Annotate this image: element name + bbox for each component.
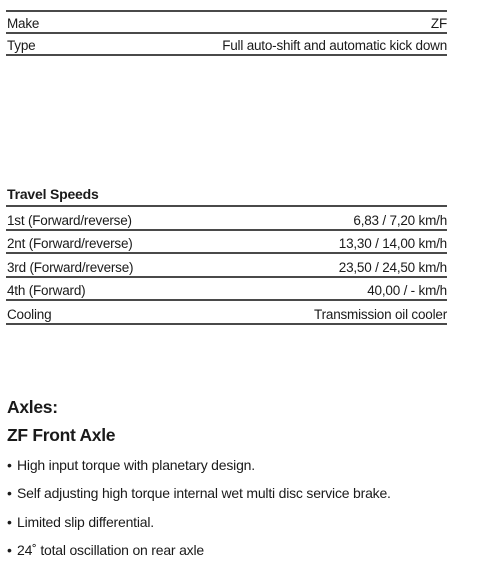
front-axle-subheading: ZF Front Axle [7, 425, 116, 445]
bullet-icon: • [7, 457, 12, 473]
spec-row-type [6, 34, 447, 56]
bullet-text: Self adjusting high torque internal wet multi disc service brake. [17, 485, 391, 502]
spec-value: 23,50 / 24,50 km/h [338, 259, 447, 275]
spec-row-cooling [6, 301, 447, 325]
list-item [7, 483, 391, 511]
spec-value: 40,00 / - km/h [367, 283, 447, 298]
spec-value: ZF [430, 16, 447, 31]
spec-label: 2nt (Forward/reverse) [7, 236, 133, 251]
spec-label: Cooling [7, 306, 52, 322]
travel-speeds-table [6, 207, 447, 325]
axle-features-list [7, 455, 391, 568]
spec-label: Make [7, 16, 40, 31]
bullet-icon: • [7, 513, 12, 530]
spec-row-4th [6, 278, 447, 302]
spec-label: 4th (Forward) [7, 283, 86, 298]
travel-speeds-heading: Travel Speeds [7, 186, 99, 202]
list-item [7, 455, 391, 483]
spec-label: 1st (Forward/reverse) [7, 212, 132, 228]
spec-value: Transmission oil cooler [314, 306, 447, 322]
spec-row-make [6, 12, 447, 34]
spec-value: 13,30 / 14,00 km/h [338, 236, 447, 251]
bullet-icon: • [7, 541, 12, 558]
spec-label: 3rd (Forward/reverse) [7, 259, 134, 275]
list-item [7, 512, 391, 540]
spec-row-3rd [6, 254, 447, 278]
transmission-table [6, 12, 447, 56]
axles-heading: Axles: [7, 397, 58, 417]
bullet-icon: • [7, 485, 12, 502]
bullet-text: High input torque with planetary design. [17, 457, 255, 473]
bullet-text: Limited slip differential. [17, 513, 154, 530]
spec-row-2nd [6, 231, 447, 255]
spec-value: Full auto-shift and automatic kick down [222, 38, 447, 53]
spec-label: Type [7, 38, 36, 53]
list-item [7, 540, 391, 568]
spec-row-1st [6, 207, 447, 231]
bullet-text: 24˚ total oscillation on rear axle [17, 541, 204, 558]
spec-value: 6,83 / 7,20 km/h [353, 212, 447, 228]
